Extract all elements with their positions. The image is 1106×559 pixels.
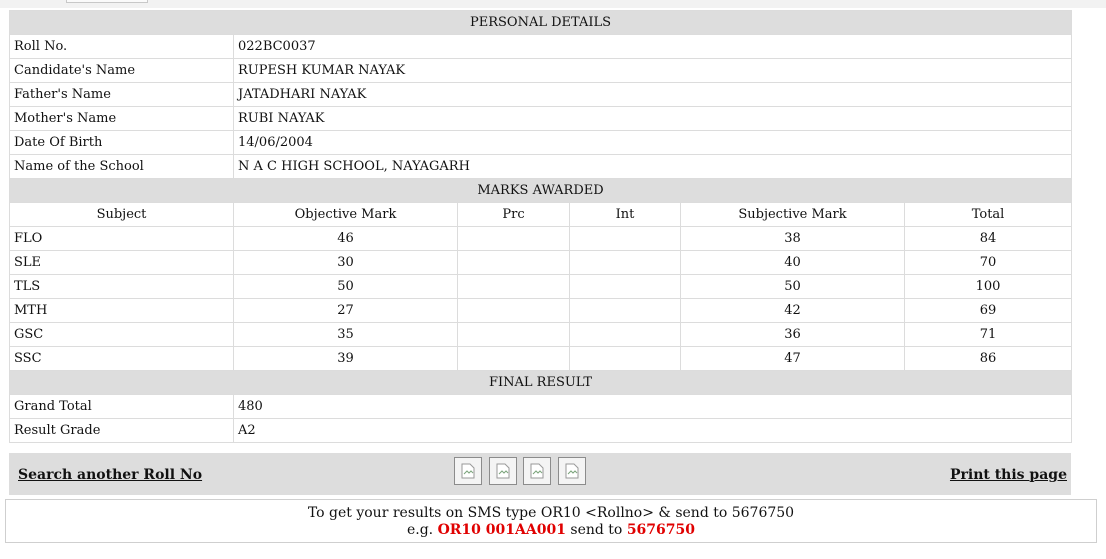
print-page-link[interactable]: Print this page (949, 467, 1067, 483)
int-cell (570, 251, 681, 275)
total-cell: 70 (905, 251, 1072, 275)
subject-cell: FLO (10, 227, 234, 251)
objective-mark-cell: 27 (234, 299, 458, 323)
field-label: Grand Total (10, 395, 234, 419)
field-label: Father's Name (10, 83, 234, 107)
subject-cell: SLE (10, 251, 234, 275)
field-label: Candidate's Name (10, 59, 234, 83)
final-result-heading: FINAL RESULT (10, 371, 1072, 395)
objective-mark-cell: 46 (234, 227, 458, 251)
marks-row (10, 347, 1072, 371)
marks-row (10, 251, 1072, 275)
field-label: Mother's Name (10, 107, 234, 131)
candidate-name-value: RUPESH KUMAR NAYAK (234, 59, 1072, 83)
final-row (10, 419, 1072, 443)
objective-mark-cell: 35 (234, 323, 458, 347)
objective-mark-cell: 30 (234, 251, 458, 275)
prc-cell (458, 227, 570, 251)
subjective-mark-cell: 38 (681, 227, 905, 251)
subject-cell: MTH (10, 299, 234, 323)
marks-column-headers (10, 203, 1072, 227)
sms-example-line (6, 522, 1096, 539)
broken-image-icon[interactable] (454, 457, 482, 485)
column-header: Objective Mark (234, 203, 458, 227)
marks-awarded-heading: MARKS AWARDED (10, 179, 1072, 203)
prc-cell (458, 323, 570, 347)
int-cell (570, 347, 681, 371)
sms-number: 5676750 (626, 522, 696, 538)
final-result-header (10, 371, 1072, 395)
total-cell: 71 (905, 323, 1072, 347)
broken-image-icon[interactable] (558, 457, 586, 485)
total-cell: 86 (905, 347, 1072, 371)
subjective-mark-cell: 40 (681, 251, 905, 275)
subject-cell: SSC (10, 347, 234, 371)
field-label: Result Grade (10, 419, 234, 443)
grand-total-value: 480 (234, 395, 1072, 419)
prc-cell (458, 275, 570, 299)
objective-mark-cell: 39 (234, 347, 458, 371)
search-another-roll-link[interactable]: Search another Roll No (18, 467, 203, 483)
personal-details-heading: PERSONAL DETAILS (10, 11, 1072, 35)
personal-row (10, 107, 1072, 131)
sms-eg-prefix: e.g. (406, 522, 434, 538)
objective-mark-cell: 50 (234, 275, 458, 299)
dob-value: 14/06/2004 (234, 131, 1072, 155)
personal-details-header (10, 11, 1072, 35)
personal-row (10, 59, 1072, 83)
result-grade-value: A2 (234, 419, 1072, 443)
prc-cell (458, 251, 570, 275)
sms-info-box (5, 499, 1097, 543)
father-name-value: JATADHARI NAYAK (234, 83, 1072, 107)
broken-image-icon[interactable] (523, 457, 551, 485)
subjective-mark-cell: 36 (681, 323, 905, 347)
bottom-action-bar (9, 453, 1071, 495)
subjective-mark-cell: 47 (681, 347, 905, 371)
personal-row (10, 131, 1072, 155)
top-strip (0, 0, 1106, 8)
total-cell: 69 (905, 299, 1072, 323)
marks-row (10, 227, 1072, 251)
final-row (10, 395, 1072, 419)
total-cell: 100 (905, 275, 1072, 299)
subject-cell: TLS (10, 275, 234, 299)
personal-row (10, 83, 1072, 107)
mother-name-value: RUBI NAYAK (234, 107, 1072, 131)
school-name-value: N A C HIGH SCHOOL, NAYAGARH (234, 155, 1072, 179)
roll-number-value: 022BC0037 (234, 35, 1072, 59)
broken-image-icon[interactable] (489, 457, 517, 485)
field-label: Roll No. (10, 35, 234, 59)
marks-row (10, 323, 1072, 347)
subject-cell: GSC (10, 323, 234, 347)
sms-instructions: To get your results on SMS type OR10 <Rollno> & send to 5676750 (307, 505, 795, 521)
column-header: Int (570, 203, 681, 227)
marks-awarded-header (10, 179, 1072, 203)
int-cell (570, 323, 681, 347)
prc-cell (458, 347, 570, 371)
top-tab[interactable] (66, 0, 148, 3)
personal-row (10, 35, 1072, 59)
field-label: Name of the School (10, 155, 234, 179)
field-label: Date Of Birth (10, 131, 234, 155)
column-header: Subject (10, 203, 234, 227)
subjective-mark-cell: 50 (681, 275, 905, 299)
result-table (9, 10, 1072, 443)
sms-send-to: send to (570, 522, 623, 538)
sms-example-code: OR10 001AA001 (437, 522, 566, 538)
subjective-mark-cell: 42 (681, 299, 905, 323)
marks-row (10, 299, 1072, 323)
int-cell (570, 275, 681, 299)
int-cell (570, 299, 681, 323)
personal-row (10, 155, 1072, 179)
total-cell: 84 (905, 227, 1072, 251)
prc-cell (458, 299, 570, 323)
column-header: Prc (458, 203, 570, 227)
column-header: Subjective Mark (681, 203, 905, 227)
column-header: Total (905, 203, 1072, 227)
marks-row (10, 275, 1072, 299)
int-cell (570, 227, 681, 251)
